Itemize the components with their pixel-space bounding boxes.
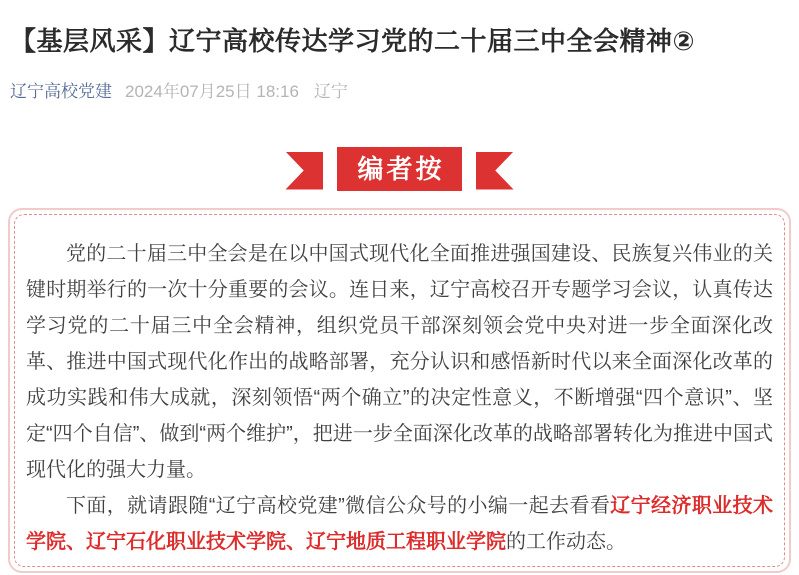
ribbon-tail-right-icon — [476, 152, 514, 190]
editor-note-label: 编者按 — [337, 147, 461, 191]
ribbon-tail-left-icon — [285, 152, 323, 190]
note-paragraph-2-suffix: 的工作动态。 — [506, 531, 626, 553]
editor-note-box-inner — [14, 214, 785, 567]
publish-date: 2024年07月25日 18:16 — [125, 82, 299, 101]
highlighted-school-names: 辽宁经济职业技术学院、辽宁石化职业技术学院、辽宁地质工程职业学院 — [26, 495, 773, 553]
editor-note-box — [8, 208, 791, 573]
editor-note-banner — [0, 147, 799, 191]
note-paragraph-2-prefix: 下面，就请跟随“辽宁高校党建”微信公众号的小编一起去看看 — [66, 495, 611, 517]
page-title: 【基层风采】辽宁高校传达学习党的二十届三中全会精神② — [10, 26, 696, 56]
byline — [10, 77, 789, 102]
note-paragraph-1: 党的二十届三中全会是在以中国式现代化全面推进强国建设、民族复兴伟业的关键时期举行的一次十分重要的会议。连日来，辽宁高校召开专题学习会议，认真传达学习党的二十届三中全会精神，组织党员干部深刻领会党中央对进一步全面深化改革、推进中国式现代化作出的战略部署，充分认识和感悟新时代以来全面深化改革的成功实践和伟大成就，深刻领悟“两个确立”的决定性意义，不断增强“四个意识”、坚定“四个自信”、做到“两个维护”，把进一步全面深化改革的战略部署转化为推进中国式现代化的强大力量。 — [26, 243, 773, 481]
publish-location: 辽宁 — [313, 82, 348, 101]
article-page — [0, 24, 799, 575]
account-name-link[interactable]: 辽宁高校党建 — [10, 82, 112, 101]
note-paragraph-2 — [26, 488, 773, 560]
